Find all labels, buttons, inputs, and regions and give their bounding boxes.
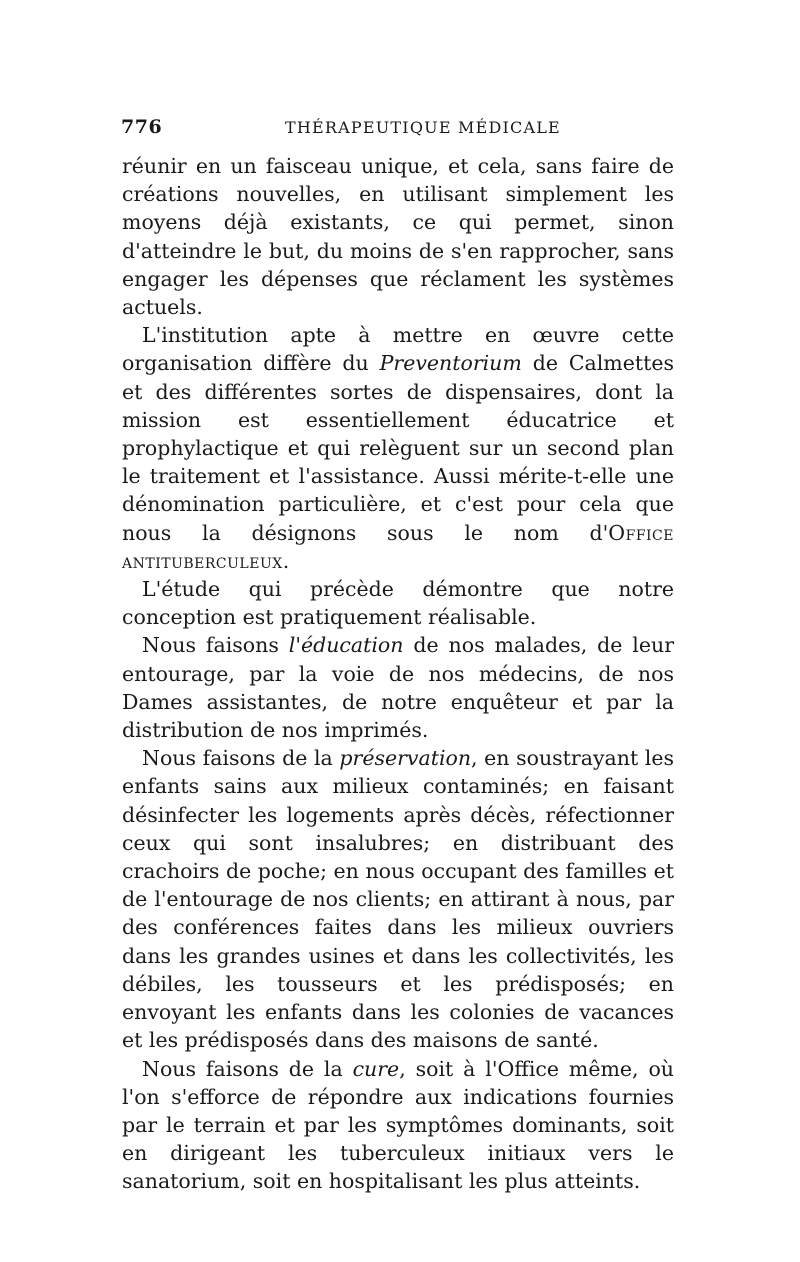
paragraph-education <box>122 631 674 744</box>
paragraph-text: Nous faisons de la <box>142 1056 353 1081</box>
paragraph-cure <box>122 1055 674 1196</box>
paragraph-institution <box>122 321 674 575</box>
paragraph-text: Nous faisons de la <box>142 746 340 771</box>
paragraph-text: de nos malades, de leur entourage, par la voie de nos médecins, de nos Dames assistantes, de notre enquêteur et par la distribution de nos imprimés. <box>122 633 674 743</box>
paragraph-text: L'institution apte à mettre en œuvre cette organisation diffère du <box>122 323 674 376</box>
paragraph-preservation <box>122 744 674 1054</box>
paragraph-continuation: réunir en un faisceau unique, et cela, sans faire de créations nouvelles, en utilisant simplement les moyens déjà existants, ce qui permet, sinon d'atteindre le but, du moins de s'en rapprocher, sans engager les dépenses que réclament les systèmes actuels. <box>122 154 674 320</box>
preservation-term: préservation <box>339 746 472 771</box>
page-number: 776 <box>121 116 163 138</box>
office-name: Office antituberculeux <box>122 520 674 573</box>
preventorium-term: Preventorium <box>379 351 522 376</box>
paragraph-text: , en soustrayant les enfants sains aux milieux contaminés; en faisant désinfecter les logements après décès, réfectionner ceux qui sont insalubres; en distribuant des crachoirs de poche; en nous occupant des familles et de l'entourage de nos clients; en attirant à nous, par des conférences faites dans les milieux ouvriers dans les grandes usines et dans les collectivités, les débiles, les tousseurs et les prédisposés; en envoyant les enfants dans les colonies de vacances et les prédisposés dans des maisons de santé. <box>122 746 674 1053</box>
education-term: l'éducation <box>288 633 404 658</box>
paragraph-text: de Calmettes et des différentes sortes de dispensaires, dont la mission est essentiellement éducatrice et prophylactique et qui relèguent sur un second plan le traitement et l'assistance. Aussi mérite-t-elle une dénomination particulière, et c'est pour cela que nous la désignons sous le nom d' <box>122 351 675 545</box>
body-text <box>122 152 674 1196</box>
paragraph-study: L'étude qui précède démontre que notre conception est pratiquement réalisable. <box>122 577 674 630</box>
paragraph-text: Nous faisons <box>142 633 289 658</box>
paragraph-text: , soit à l'Office même, où l'on s'efforce de répondre aux indications fournies par le terrain et par les symptômes dominants, soit en dirigeant les tuberculeux initiaux vers le sanatorium, soit en hospitalisant les plus atteints. <box>122 1056 674 1194</box>
running-title: THÉRAPEUTIQUE MÉDICALE <box>285 118 561 137</box>
cure-term: cure <box>352 1056 400 1081</box>
paragraph-end: . <box>282 548 290 573</box>
